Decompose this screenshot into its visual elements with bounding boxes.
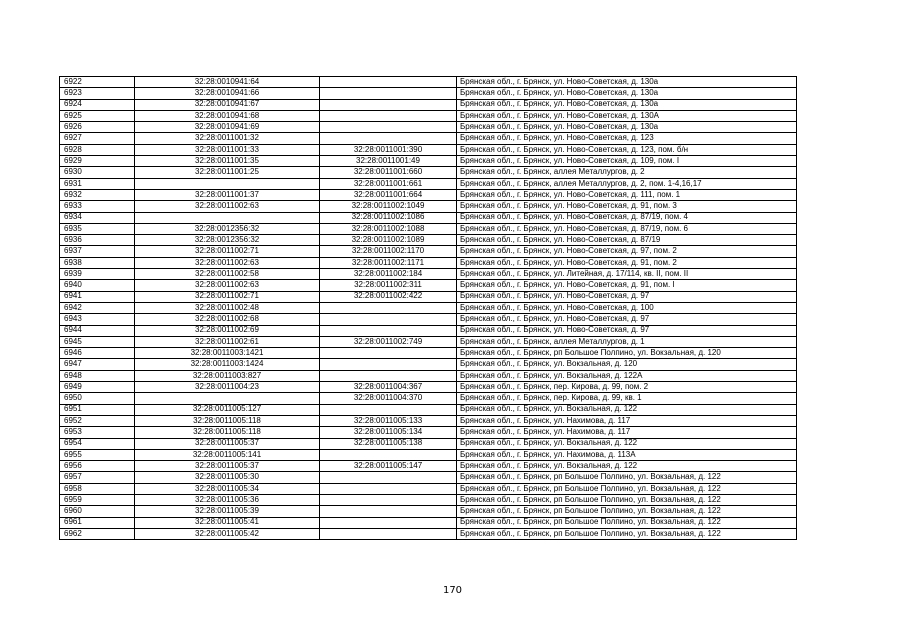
- table-row: [60, 461, 797, 472]
- address-cell: Брянская обл., г. Брянск, ул. Ново-Советская, д. 123, пом. б/н: [457, 144, 797, 155]
- address-cell: Брянская обл., г. Брянск, рп Большое Полпино, ул. Вокзальная, д. 122: [457, 528, 797, 539]
- row-number-cell: 6938: [60, 257, 135, 268]
- row-number-cell: 6950: [60, 393, 135, 404]
- object-cadastral-number-cell: 32:28:0011002:1171: [320, 257, 457, 268]
- object-cadastral-number-cell: 32:28:0011001:664: [320, 189, 457, 200]
- object-cadastral-number-cell: 32:28:0011002:1088: [320, 223, 457, 234]
- row-number-cell: 6931: [60, 178, 135, 189]
- table-row: [60, 77, 797, 88]
- cadastral-number-cell: 32:28:0011004:23: [135, 382, 320, 393]
- cadastral-number-cell: 32:28:0011001:25: [135, 167, 320, 178]
- table-row: [60, 167, 797, 178]
- cadastral-number-cell: 32:28:0011003:1421: [135, 348, 320, 359]
- address-cell: Брянская обл., г. Брянск, ул. Ново-Советская, д. 87/19, пом. 4: [457, 212, 797, 223]
- row-number-cell: 6951: [60, 404, 135, 415]
- object-cadastral-number-cell: [320, 370, 457, 381]
- object-cadastral-number-cell: [320, 472, 457, 483]
- object-cadastral-number-cell: [320, 348, 457, 359]
- row-number-cell: 6962: [60, 528, 135, 539]
- object-cadastral-number-cell: 32:28:0011005:147: [320, 461, 457, 472]
- cadastral-number-cell: 32:28:0010941:69: [135, 122, 320, 133]
- cadastral-number-cell: 32:28:0011002:71: [135, 291, 320, 302]
- cadastral-number-cell: 32:28:0011005:37: [135, 438, 320, 449]
- object-cadastral-number-cell: [320, 449, 457, 460]
- table-row: [60, 178, 797, 189]
- address-cell: Брянская обл., г. Брянск, рп Большое Полпино, ул. Вокзальная, д. 122: [457, 483, 797, 494]
- cadastral-number-cell: 32:28:0011002:63: [135, 201, 320, 212]
- row-number-cell: 6945: [60, 336, 135, 347]
- cadastral-number-cell: 32:28:0011002:63: [135, 280, 320, 291]
- row-number-cell: 6923: [60, 88, 135, 99]
- row-number-cell: 6934: [60, 212, 135, 223]
- cadastral-number-cell: 32:28:0010941:67: [135, 99, 320, 110]
- table-row: [60, 122, 797, 133]
- object-cadastral-number-cell: 32:28:0011004:370: [320, 393, 457, 404]
- table-row: [60, 404, 797, 415]
- address-cell: Брянская обл., г. Брянск, ул. Ново-Советская, д. 91, пом. 2: [457, 257, 797, 268]
- object-cadastral-number-cell: 32:28:0011005:134: [320, 427, 457, 438]
- cadastral-number-cell: 32:28:0011005:42: [135, 528, 320, 539]
- cadastral-number-cell: 32:28:0011001:33: [135, 144, 320, 155]
- object-cadastral-number-cell: [320, 528, 457, 539]
- address-cell: Брянская обл., г. Брянск, рп Большое Полпино, ул. Вокзальная, д. 122: [457, 494, 797, 505]
- object-cadastral-number-cell: [320, 122, 457, 133]
- object-cadastral-number-cell: [320, 133, 457, 144]
- object-cadastral-number-cell: 32:28:0011004:367: [320, 382, 457, 393]
- row-number-cell: 6961: [60, 517, 135, 528]
- table-row: [60, 156, 797, 167]
- object-cadastral-number-cell: 32:28:0011001:49: [320, 156, 457, 167]
- cadastral-number-cell: 32:28:0011005:141: [135, 449, 320, 460]
- object-cadastral-number-cell: 32:28:0011001:661: [320, 178, 457, 189]
- object-cadastral-number-cell: 32:28:0011002:184: [320, 269, 457, 280]
- object-cadastral-number-cell: [320, 88, 457, 99]
- cadastral-number-cell: 32:28:0011005:118: [135, 427, 320, 438]
- address-cell: Брянская обл., г. Брянск, ул. Ново-Советская, д. 111, пом. 1: [457, 189, 797, 200]
- cadastral-number-cell: 32:28:0011002:48: [135, 302, 320, 313]
- address-cell: Брянская обл., г. Брянск, ул. Ново-Советская, д. 97: [457, 291, 797, 302]
- table-row: [60, 257, 797, 268]
- row-number-cell: 6957: [60, 472, 135, 483]
- cadastral-number-cell: 32:28:0012356:32: [135, 223, 320, 234]
- table-row: [60, 415, 797, 426]
- address-cell: Брянская обл., г. Брянск, ул. Вокзальная, д. 122А: [457, 370, 797, 381]
- address-cell: Брянская обл., г. Брянск, аллея Металлургов, д. 1: [457, 336, 797, 347]
- row-number-cell: 6959: [60, 494, 135, 505]
- row-number-cell: 6946: [60, 348, 135, 359]
- table-row: [60, 427, 797, 438]
- cadastral-number-cell: 32:28:0011002:68: [135, 314, 320, 325]
- address-cell: Брянская обл., г. Брянск, ул. Вокзальная, д. 120: [457, 359, 797, 370]
- table-row: [60, 382, 797, 393]
- address-cell: Брянская обл., г. Брянск, ул. Ново-Советская, д. 109, пом. I: [457, 156, 797, 167]
- address-cell: Брянская обл., г. Брянск, ул. Ново-Советская, д. 123: [457, 133, 797, 144]
- table-row: [60, 449, 797, 460]
- table-row: [60, 144, 797, 155]
- object-cadastral-number-cell: [320, 314, 457, 325]
- table-row: [60, 517, 797, 528]
- table-row: [60, 438, 797, 449]
- row-number-cell: 6924: [60, 99, 135, 110]
- row-number-cell: 6939: [60, 269, 135, 280]
- row-number-cell: 6925: [60, 110, 135, 121]
- address-cell: Брянская обл., г. Брянск, ул. Ново-Советская, д. 130а: [457, 122, 797, 133]
- cadastral-number-cell: 32:28:0011001:37: [135, 189, 320, 200]
- object-cadastral-number-cell: [320, 517, 457, 528]
- address-cell: Брянская обл., г. Брянск, ул. Ново-Советская, д. 91, пом. I: [457, 280, 797, 291]
- row-number-cell: 6930: [60, 167, 135, 178]
- row-number-cell: 6936: [60, 235, 135, 246]
- table-row: [60, 314, 797, 325]
- table-row: [60, 359, 797, 370]
- address-cell: Брянская обл., г. Брянск, пер. Кирова, д. 99, пом. 2: [457, 382, 797, 393]
- cadastral-number-cell: 32:28:0012356:32: [135, 235, 320, 246]
- cadastral-number-cell: 32:28:0010941:68: [135, 110, 320, 121]
- cadastral-number-cell: 32:28:0011001:35: [135, 156, 320, 167]
- table-row: [60, 336, 797, 347]
- row-number-cell: 6942: [60, 302, 135, 313]
- row-number-cell: 6927: [60, 133, 135, 144]
- row-number-cell: 6948: [60, 370, 135, 381]
- row-number-cell: 6937: [60, 246, 135, 257]
- table-row: [60, 506, 797, 517]
- address-cell: Брянская обл., г. Брянск, ул. Ново-Советская, д. 130а: [457, 77, 797, 88]
- table-row: [60, 472, 797, 483]
- object-cadastral-number-cell: 32:28:0011002:422: [320, 291, 457, 302]
- object-cadastral-number-cell: 32:28:0011002:1086: [320, 212, 457, 223]
- row-number-cell: 6953: [60, 427, 135, 438]
- table-row: [60, 494, 797, 505]
- cadastral-number-cell: 32:28:0010941:64: [135, 77, 320, 88]
- table-row: [60, 189, 797, 200]
- address-cell: Брянская обл., г. Брянск, рп Большое Полпино, ул. Вокзальная, д. 122: [457, 517, 797, 528]
- table-row: [60, 223, 797, 234]
- row-number-cell: 6955: [60, 449, 135, 460]
- row-number-cell: 6940: [60, 280, 135, 291]
- table-row: [60, 483, 797, 494]
- object-cadastral-number-cell: 32:28:0011001:390: [320, 144, 457, 155]
- registry-table-body: [60, 77, 797, 540]
- row-number-cell: 6956: [60, 461, 135, 472]
- table-row: [60, 302, 797, 313]
- object-cadastral-number-cell: [320, 110, 457, 121]
- address-cell: Брянская обл., г. Брянск, рп Большое Полпино, ул. Вокзальная, д. 122: [457, 506, 797, 517]
- object-cadastral-number-cell: [320, 483, 457, 494]
- address-cell: Брянская обл., г. Брянск, ул. Ново-Советская, д. 97: [457, 314, 797, 325]
- address-cell: Брянская обл., г. Брянск, ул. Вокзальная, д. 122: [457, 438, 797, 449]
- page-number: 170: [442, 585, 463, 596]
- row-number-cell: 6928: [60, 144, 135, 155]
- cadastral-number-cell: 32:28:0011005:37: [135, 461, 320, 472]
- object-cadastral-number-cell: [320, 77, 457, 88]
- cadastral-number-cell: 32:28:0011005:39: [135, 506, 320, 517]
- row-number-cell: 6949: [60, 382, 135, 393]
- address-cell: Брянская обл., г. Брянск, ул. Вокзальная, д. 122: [457, 404, 797, 415]
- object-cadastral-number-cell: [320, 359, 457, 370]
- table-row: [60, 133, 797, 144]
- address-cell: Брянская обл., г. Брянск, ул. Ново-Советская, д. 91, пом. 3: [457, 201, 797, 212]
- address-cell: Брянская обл., г. Брянск, ул. Нахимова, д. 113А: [457, 449, 797, 460]
- table-row: [60, 348, 797, 359]
- address-cell: Брянская обл., г. Брянск, ул. Ново-Советская, д. 97: [457, 325, 797, 336]
- row-number-cell: 6952: [60, 415, 135, 426]
- address-cell: Брянская обл., г. Брянск, ул. Нахимова, д. 117: [457, 427, 797, 438]
- address-cell: Брянская обл., г. Брянск, рп Большое Полпино, ул. Вокзальная, д. 122: [457, 472, 797, 483]
- object-cadastral-number-cell: [320, 325, 457, 336]
- address-cell: Брянская обл., г. Брянск, ул. Ново-Советская, д. 130а: [457, 88, 797, 99]
- object-cadastral-number-cell: 32:28:0011002:311: [320, 280, 457, 291]
- address-cell: Брянская обл., г. Брянск, ул. Ново-Советская, д. 130а: [457, 99, 797, 110]
- address-cell: Брянская обл., г. Брянск, ул. Ново-Советская, д. 97, пом. 2: [457, 246, 797, 257]
- cadastral-number-cell: 32:28:0011003:1424: [135, 359, 320, 370]
- row-number-cell: 6954: [60, 438, 135, 449]
- row-number-cell: 6943: [60, 314, 135, 325]
- table-row: [60, 99, 797, 110]
- table-row: [60, 201, 797, 212]
- table-row: [60, 269, 797, 280]
- address-cell: Брянская обл., г. Брянск, ул. Ново-Советская, д. 100: [457, 302, 797, 313]
- row-number-cell: 6947: [60, 359, 135, 370]
- object-cadastral-number-cell: [320, 302, 457, 313]
- cadastral-number-cell: 32:28:0011002:71: [135, 246, 320, 257]
- object-cadastral-number-cell: [320, 99, 457, 110]
- cadastral-number-cell: 32:28:0011005:36: [135, 494, 320, 505]
- table-row: [60, 393, 797, 404]
- table-row: [60, 110, 797, 121]
- object-cadastral-number-cell: 32:28:0011005:133: [320, 415, 457, 426]
- address-cell: Брянская обл., г. Брянск, ул. Ново-Советская, д. 87/19: [457, 235, 797, 246]
- object-cadastral-number-cell: [320, 494, 457, 505]
- cadastral-number-cell: 32:28:0011005:127: [135, 404, 320, 415]
- address-cell: Брянская обл., г. Брянск, ул. Ново-Советская, д. 130А: [457, 110, 797, 121]
- table-row: [60, 212, 797, 223]
- object-cadastral-number-cell: 32:28:0011002:749: [320, 336, 457, 347]
- address-cell: Брянская обл., г. Брянск, ул. Литейная, д. 17/114, кв. II, пом. II: [457, 269, 797, 280]
- cadastral-number-cell: 32:28:0011002:69: [135, 325, 320, 336]
- cadastral-number-cell: 32:28:0011005:30: [135, 472, 320, 483]
- row-number-cell: 6933: [60, 201, 135, 212]
- address-cell: Брянская обл., г. Брянск, пер. Кирова, д. 99, кв. 1: [457, 393, 797, 404]
- table-row: [60, 528, 797, 539]
- registry-table: [59, 76, 797, 540]
- cadastral-number-cell: 32:28:0011003:827: [135, 370, 320, 381]
- row-number-cell: 6926: [60, 122, 135, 133]
- row-number-cell: 6932: [60, 189, 135, 200]
- table-row: [60, 246, 797, 257]
- address-cell: Брянская обл., г. Брянск, аллея Металлургов, д. 2, пом. 1-4,16,17: [457, 178, 797, 189]
- table-row: [60, 235, 797, 246]
- row-number-cell: 6929: [60, 156, 135, 167]
- object-cadastral-number-cell: [320, 506, 457, 517]
- cadastral-number-cell: 32:28:0011002:61: [135, 336, 320, 347]
- address-cell: Брянская обл., г. Брянск, ул. Ново-Советская, д. 87/19, пом. 6: [457, 223, 797, 234]
- address-cell: Брянская обл., г. Брянск, аллея Металлургов, д. 2: [457, 167, 797, 178]
- object-cadastral-number-cell: 32:28:0011001:660: [320, 167, 457, 178]
- table-row: [60, 88, 797, 99]
- object-cadastral-number-cell: 32:28:0011002:1049: [320, 201, 457, 212]
- table-row: [60, 370, 797, 381]
- table-row: [60, 291, 797, 302]
- cadastral-number-cell: 32:28:0010941:66: [135, 88, 320, 99]
- row-number-cell: 6922: [60, 77, 135, 88]
- row-number-cell: 6960: [60, 506, 135, 517]
- cadastral-number-cell: 32:28:0011005:41: [135, 517, 320, 528]
- row-number-cell: 6958: [60, 483, 135, 494]
- object-cadastral-number-cell: [320, 404, 457, 415]
- cadastral-number-cell: [135, 212, 320, 223]
- row-number-cell: 6944: [60, 325, 135, 336]
- cadastral-number-cell: 32:28:0011005:34: [135, 483, 320, 494]
- object-cadastral-number-cell: 32:28:0011005:138: [320, 438, 457, 449]
- cadastral-number-cell: [135, 178, 320, 189]
- cadastral-number-cell: 32:28:0011005:118: [135, 415, 320, 426]
- cadastral-number-cell: 32:28:0011002:58: [135, 269, 320, 280]
- object-cadastral-number-cell: 32:28:0011002:1170: [320, 246, 457, 257]
- cadastral-number-cell: [135, 393, 320, 404]
- cadastral-number-cell: 32:28:0011002:63: [135, 257, 320, 268]
- object-cadastral-number-cell: 32:28:0011002:1089: [320, 235, 457, 246]
- row-number-cell: 6941: [60, 291, 135, 302]
- cadastral-number-cell: 32:28:0011001:32: [135, 133, 320, 144]
- address-cell: Брянская обл., г. Брянск, ул. Вокзальная, д. 122: [457, 461, 797, 472]
- table-row: [60, 280, 797, 291]
- row-number-cell: 6935: [60, 223, 135, 234]
- address-cell: Брянская обл., г. Брянск, ул. Нахимова, д. 117: [457, 415, 797, 426]
- table-row: [60, 325, 797, 336]
- address-cell: Брянская обл., г. Брянск, рп Большое Полпино, ул. Вокзальная, д. 120: [457, 348, 797, 359]
